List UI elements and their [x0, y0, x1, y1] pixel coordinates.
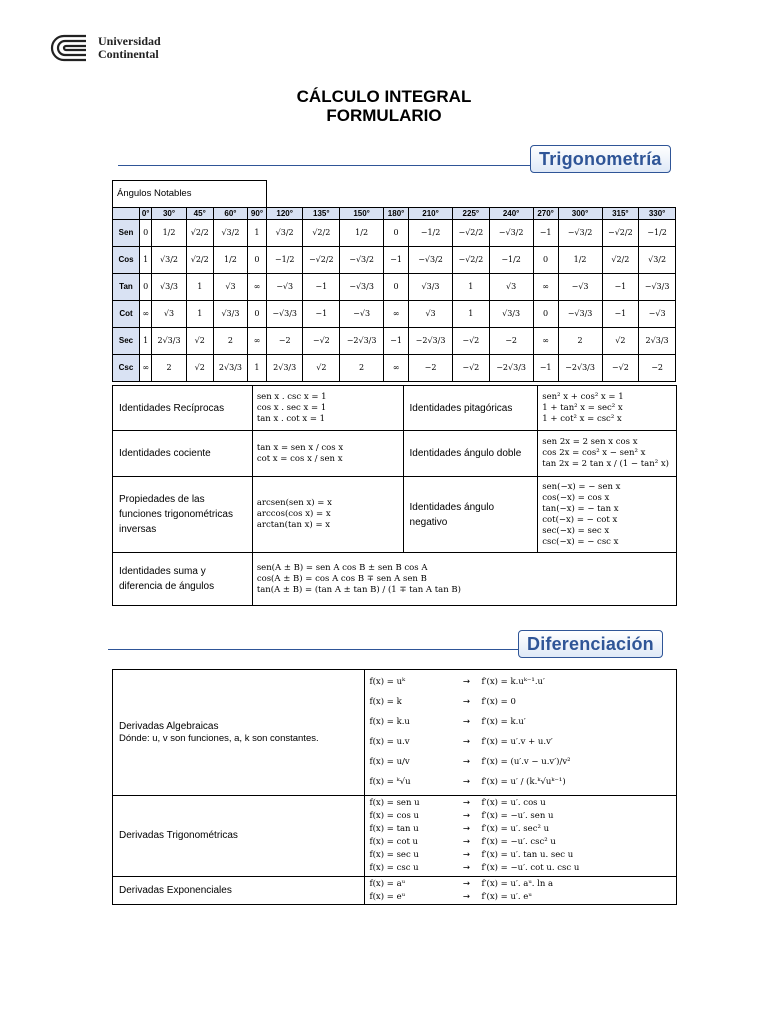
- identity-row: [113, 431, 677, 477]
- trig-value-cell: 1: [248, 219, 267, 246]
- section-divider-trig: [118, 165, 538, 166]
- trig-value-cell: −√3/2: [489, 219, 533, 246]
- trig-value-cell: √3/2: [266, 219, 303, 246]
- trig-row-cot: [113, 300, 676, 327]
- trig-value-cell: √2: [602, 327, 639, 354]
- derivative-rule: [369, 878, 672, 891]
- angle-header: 0°: [140, 207, 152, 219]
- derivative-group-label-cell: [113, 796, 365, 877]
- trig-value-cell: 2: [558, 327, 602, 354]
- derivative-expression: f′(x) = u′. aᵘ. ln a: [481, 878, 554, 889]
- trig-function-label: Cot: [113, 300, 140, 327]
- trig-table-title-row: [113, 181, 676, 208]
- trig-value-cell: −2: [409, 354, 453, 381]
- trig-value-cell: 2√3/3: [639, 327, 676, 354]
- trig-value-cell: √2: [303, 354, 340, 381]
- derivative-rule: [369, 862, 672, 875]
- angle-header: 240°: [489, 207, 533, 219]
- derivative-group-label-cell: [113, 877, 365, 905]
- arrow-icon: →: [462, 798, 471, 808]
- trig-value-cell: √3/2: [639, 246, 676, 273]
- derivative-group-label: Derivadas Algebraicas: [119, 720, 219, 732]
- trig-header-row: [113, 207, 676, 219]
- identity-label: Identidades cociente: [113, 431, 253, 477]
- notable-angles-table: [112, 180, 676, 382]
- trig-value-cell: √2: [186, 327, 213, 354]
- trig-function-label: Sen: [113, 219, 140, 246]
- trig-value-cell: −√2: [602, 354, 639, 381]
- trig-value-cell: 1: [453, 300, 490, 327]
- trig-value-cell: 2√3/3: [152, 327, 186, 354]
- trig-row-tan: [113, 273, 676, 300]
- arrow-icon: →: [462, 878, 471, 889]
- trig-value-cell: 1: [248, 354, 267, 381]
- function-expression: f(x) = sec u: [369, 850, 419, 860]
- trig-row-csc: [113, 354, 676, 381]
- derivative-expression: f′(x) = 0: [481, 697, 516, 707]
- trig-value-cell: −1: [602, 273, 639, 300]
- angle-header: 210°: [409, 207, 453, 219]
- document-title: CÁLCULO INTEGRAL: [296, 87, 472, 106]
- trig-value-cell: 0: [248, 246, 267, 273]
- trig-value-cell: −√2/2: [453, 219, 490, 246]
- derivative-formulas: [365, 796, 677, 877]
- derivative-rule: [369, 810, 672, 823]
- trig-value-cell: 1: [140, 246, 152, 273]
- derivative-group-row: [113, 670, 677, 796]
- trig-value-cell: 0: [533, 246, 558, 273]
- function-expression: f(x) = k.u: [369, 717, 410, 727]
- trig-function-label: Csc: [113, 354, 140, 381]
- trig-value-cell: −√2/2: [303, 246, 340, 273]
- trig-value-cell: −2√3/3: [489, 354, 533, 381]
- angle-header: 60°: [213, 207, 247, 219]
- arrow-icon: →: [462, 697, 471, 707]
- arrow-icon: →: [462, 777, 471, 787]
- trig-value-cell: −1: [303, 273, 340, 300]
- trig-value-cell: √2: [186, 354, 213, 381]
- trig-value-cell: −2: [489, 327, 533, 354]
- arrow-icon: →: [462, 891, 471, 902]
- derivative-expression: f′(x) = k.uᵏ⁻¹.u′: [481, 677, 545, 687]
- trig-value-cell: √3: [409, 300, 453, 327]
- derivative-rule: [369, 733, 672, 753]
- identities-table: [112, 385, 677, 606]
- trig-value-cell: ∞: [384, 300, 409, 327]
- trig-value-cell: −√3/3: [266, 300, 303, 327]
- trig-function-label: Cos: [113, 246, 140, 273]
- trig-value-cell: 1: [186, 300, 213, 327]
- trig-value-cell: 0: [248, 300, 267, 327]
- derivative-rule: [369, 713, 672, 733]
- arrow-icon: →: [462, 757, 471, 767]
- trig-value-cell: √3/3: [213, 300, 247, 327]
- function-expression: f(x) = aᵘ: [369, 878, 406, 889]
- trig-table-title: Ángulos Notables: [113, 181, 267, 208]
- arrow-icon: →: [462, 863, 471, 873]
- trig-value-cell: 0: [384, 273, 409, 300]
- derivative-expression: f′(x) = −u′. sen u: [481, 811, 554, 821]
- derivative-rule: [369, 849, 672, 862]
- trig-value-cell: −√2/2: [453, 246, 490, 273]
- angle-header: 135°: [303, 207, 340, 219]
- identity-row: [113, 553, 677, 606]
- trig-value-cell: ∞: [533, 273, 558, 300]
- function-expression: f(x) = tan u: [369, 824, 419, 834]
- identity-formulas: arcsen(sen x) = x arccos(cos x) = x arctan(tan x) = x: [252, 477, 403, 553]
- trig-value-cell: −1: [384, 327, 409, 354]
- arrow-icon: →: [462, 737, 471, 747]
- derivative-expression: f′(x) = −u′. csc² u: [481, 837, 556, 847]
- trig-value-cell: 0: [533, 300, 558, 327]
- identity-label: Identidades suma y diferencia de ángulos: [113, 553, 253, 606]
- identity-label: Propiedades de las funciones trigonométricas inversas: [113, 477, 253, 553]
- trig-value-cell: −√3/3: [639, 273, 676, 300]
- function-expression: f(x) = sen u: [369, 798, 420, 808]
- derivative-formulas: [365, 877, 677, 905]
- trig-value-cell: √3/2: [213, 219, 247, 246]
- angle-header: 45°: [186, 207, 213, 219]
- trig-value-cell: −√3/2: [340, 246, 384, 273]
- trig-value-cell: √3: [152, 300, 186, 327]
- derivative-rule: [369, 823, 672, 836]
- trig-value-cell: 2: [152, 354, 186, 381]
- identity-formulas: tan x = sen x / cos x cot x = cos x / sen x: [252, 431, 403, 477]
- angle-header: 90°: [248, 207, 267, 219]
- trig-value-cell: −1: [533, 219, 558, 246]
- derivative-group-row: [113, 796, 677, 877]
- identity-formulas: sen(−x) = − sen x cos(−x) = cos x tan(−x) = − tan x cot(−x) = − cot x sec(−x) = sec x csc(−x) = − csc x: [538, 477, 677, 553]
- section-heading-diff: Diferenciación: [518, 630, 663, 658]
- trig-value-cell: 0: [384, 219, 409, 246]
- function-expression: f(x) = ᵏ√u: [369, 777, 411, 787]
- angle-header: 150°: [340, 207, 384, 219]
- trig-value-cell: −√2: [453, 354, 490, 381]
- brand-line-1: Universidad: [98, 34, 161, 48]
- trig-value-cell: 1: [453, 273, 490, 300]
- university-logo: [50, 33, 180, 65]
- brand-line-2: Continental: [98, 47, 159, 61]
- identity-formulas: sen x . csc x = 1 cos x . sec x = 1 tan x . cot x = 1: [252, 386, 403, 431]
- trig-value-cell: √3/3: [409, 273, 453, 300]
- trig-value-cell: √3/2: [152, 246, 186, 273]
- arrow-icon: →: [462, 837, 471, 847]
- identity-label: Identidades ángulo doble: [403, 431, 538, 477]
- trig-value-cell: ∞: [248, 273, 267, 300]
- identity-formulas: sen² x + cos² x = 1 1 + tan² x = sec² x 1 + cot² x = csc² x: [538, 386, 677, 431]
- derivative-group-label: Derivadas Exponenciales: [119, 884, 232, 896]
- trig-value-cell: √3: [489, 273, 533, 300]
- trig-value-cell: −√3/2: [409, 246, 453, 273]
- derivative-rule: [369, 693, 672, 713]
- trig-value-cell: 0: [140, 273, 152, 300]
- derivative-expression: f′(x) = u′. eᵘ: [481, 891, 532, 902]
- trig-value-cell: ∞: [248, 327, 267, 354]
- trig-value-cell: −√3/2: [558, 219, 602, 246]
- derivative-expression: f′(x) = u′. cos u: [481, 798, 546, 808]
- trig-value-cell: √2/2: [303, 219, 340, 246]
- function-expression: f(x) = u/v: [369, 757, 410, 767]
- trig-value-cell: √2/2: [186, 246, 213, 273]
- identity-row: [113, 386, 677, 431]
- trig-value-cell: −√3: [340, 300, 384, 327]
- trig-value-cell: −√3/3: [340, 273, 384, 300]
- trig-header-corner: [113, 207, 140, 219]
- trig-value-cell: −√3/3: [558, 300, 602, 327]
- function-expression: f(x) = eᵘ: [369, 891, 405, 902]
- function-expression: f(x) = uᵏ: [369, 677, 406, 687]
- trig-value-cell: 1/2: [340, 219, 384, 246]
- trig-value-cell: √3: [213, 273, 247, 300]
- identity-row: [113, 477, 677, 553]
- trig-value-cell: −2: [639, 354, 676, 381]
- derivative-expression: f′(x) = u′. tan u. sec u: [481, 850, 574, 860]
- document-subtitle: FORMULARIO: [326, 106, 442, 125]
- trig-value-cell: 1/2: [152, 219, 186, 246]
- trig-row-sec: [113, 327, 676, 354]
- arrow-icon: →: [462, 677, 471, 687]
- trig-value-cell: −1: [303, 300, 340, 327]
- derivative-rule: [369, 673, 672, 693]
- angle-header: 270°: [533, 207, 558, 219]
- section-heading-trig: Trigonometría: [530, 145, 671, 173]
- trig-value-cell: −1/2: [266, 246, 303, 273]
- trig-value-cell: −√3: [558, 273, 602, 300]
- trig-value-cell: ∞: [384, 354, 409, 381]
- arrow-icon: →: [462, 850, 471, 860]
- section-divider-diff: [108, 649, 524, 650]
- derivative-expression: f′(x) = k.u′: [481, 717, 526, 727]
- trig-value-cell: −√2: [453, 327, 490, 354]
- trig-value-cell: 2√3/3: [213, 354, 247, 381]
- angle-header: 30°: [152, 207, 186, 219]
- trig-table-title-blank: [266, 181, 675, 208]
- angle-header: 300°: [558, 207, 602, 219]
- derivative-rule: [369, 773, 672, 793]
- derivative-rule: [369, 797, 672, 810]
- derivative-expression: f′(x) = u′. sec² u: [481, 824, 550, 834]
- arrow-icon: →: [462, 824, 471, 834]
- function-expression: f(x) = cot u: [369, 837, 419, 847]
- derivative-formulas: [365, 670, 677, 796]
- trig-value-cell: ∞: [533, 327, 558, 354]
- trig-value-cell: −√3: [266, 273, 303, 300]
- trig-value-cell: ∞: [140, 354, 152, 381]
- function-expression: f(x) = k: [369, 697, 402, 707]
- derivative-rule: [369, 836, 672, 849]
- identity-formulas: sen(A ± B) = sen A cos B ± sen B cos A cos(A ± B) = cos A cos B ∓ sen A sen B tan(A ± B) = (tan A ± tan B) / (1 ∓ tan A tan B): [252, 553, 676, 606]
- trig-value-cell: −1/2: [639, 219, 676, 246]
- derivative-group-label: Derivadas Trigonométricas: [119, 830, 238, 841]
- trig-value-cell: 1: [186, 273, 213, 300]
- derivative-rule: [369, 753, 672, 773]
- derivative-expression: f′(x) = −u′. cot u. csc u: [481, 863, 580, 873]
- derivative-group-label-cell: [113, 670, 365, 796]
- trig-value-cell: √3/3: [489, 300, 533, 327]
- trig-value-cell: −2√3/3: [558, 354, 602, 381]
- derivative-expression: f′(x) = (u′.v − u.v′)/v²: [481, 757, 571, 767]
- derivative-group-note: Dónde: u, v son funciones, a, k son constantes.: [119, 732, 319, 744]
- arrow-icon: →: [462, 811, 471, 821]
- derivative-rule: [369, 891, 672, 904]
- derivative-group-row: [113, 877, 677, 905]
- trig-value-cell: 2√3/3: [266, 354, 303, 381]
- angle-header: 120°: [266, 207, 303, 219]
- function-expression: f(x) = u.v: [369, 737, 410, 747]
- arrow-icon: →: [462, 717, 471, 727]
- trig-row-cos: [113, 246, 676, 273]
- derivative-expression: f′(x) = u′ / (k.ᵏ√uᵏ⁻¹): [481, 777, 566, 787]
- trig-value-cell: 2: [213, 327, 247, 354]
- angle-header: 315°: [602, 207, 639, 219]
- trig-value-cell: 1: [140, 327, 152, 354]
- derivatives-table: [112, 669, 677, 905]
- trig-value-cell: −√2: [303, 327, 340, 354]
- angle-header: 180°: [384, 207, 409, 219]
- derivative-expression: f′(x) = u′.v + u.v′: [481, 737, 553, 747]
- trig-value-cell: −2√3/3: [409, 327, 453, 354]
- identity-label: Identidades ángulo negativo: [403, 477, 538, 553]
- university-logo-icon: [50, 33, 90, 63]
- trig-value-cell: −1/2: [409, 219, 453, 246]
- trig-value-cell: −√2/2: [602, 219, 639, 246]
- trig-value-cell: 1/2: [558, 246, 602, 273]
- trig-function-label: Sec: [113, 327, 140, 354]
- angle-header: 330°: [639, 207, 676, 219]
- trig-value-cell: 1/2: [213, 246, 247, 273]
- trig-value-cell: √3/3: [152, 273, 186, 300]
- trig-row-sen: [113, 219, 676, 246]
- angle-header: 225°: [453, 207, 490, 219]
- trig-value-cell: −√3: [639, 300, 676, 327]
- trig-value-cell: −2√3/3: [340, 327, 384, 354]
- trig-value-cell: √2/2: [186, 219, 213, 246]
- trig-value-cell: 0: [140, 219, 152, 246]
- trig-value-cell: 2: [340, 354, 384, 381]
- identity-label: Identidades Recíprocas: [113, 386, 253, 431]
- function-expression: f(x) = cos u: [369, 811, 419, 821]
- trig-value-cell: −1/2: [489, 246, 533, 273]
- trig-value-cell: −1: [602, 300, 639, 327]
- identity-formulas: sen 2x = 2 sen x cos x cos 2x = cos² x − sen² x tan 2x = 2 tan x / (1 − tan² x): [538, 431, 677, 477]
- identity-label: Identidades pitagóricas: [403, 386, 538, 431]
- function-expression: f(x) = csc u: [369, 863, 419, 873]
- trig-value-cell: √2/2: [602, 246, 639, 273]
- trig-value-cell: ∞: [140, 300, 152, 327]
- trig-value-cell: −1: [384, 246, 409, 273]
- trig-function-label: Tan: [113, 273, 140, 300]
- trig-value-cell: −1: [533, 354, 558, 381]
- trig-value-cell: −2: [266, 327, 303, 354]
